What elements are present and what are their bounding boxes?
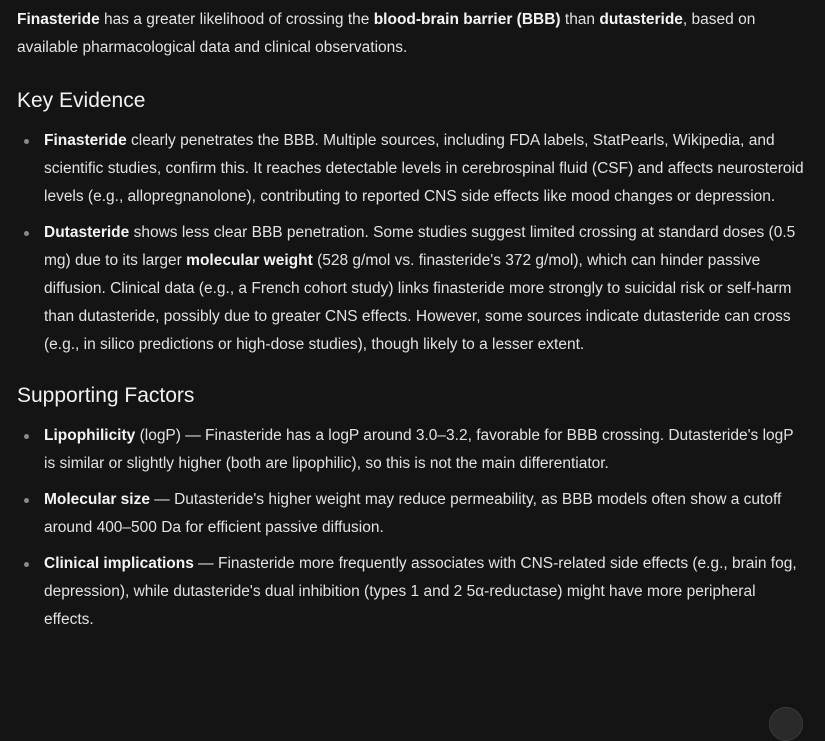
item-bold-label: Molecular size: [44, 491, 150, 508]
item-text: (528 g/mol vs. finasteride's 372 g/mol), which can hinder passive diffusion. Clinical data (e.g., a French cohort study) links finasteride more strongly to suicidal risk or self-harm than dutasteride, possibly due to greater CNS effects. However, some sources indicate dutasteride can cross (e.g., in silico predictions or high-dose studies), though likely to a lesser extent.: [44, 252, 792, 353]
list-item: [17, 127, 807, 211]
intro-bold-finasteride: Finasteride: [17, 11, 100, 28]
key-evidence-list: [17, 127, 807, 359]
supporting-factors-heading: Supporting Factors: [17, 384, 195, 407]
bullet-icon: [24, 231, 29, 236]
intro-paragraph: [17, 6, 807, 62]
item-bold-term: molecular weight: [186, 252, 313, 269]
item-text: — Finasteride more frequently associates with CNS-related side effects (e.g., brain fog, depression), while dutasteride's dual inhibition (types 1 and 2 5α-reductase) might have more peripheral effects.: [44, 555, 797, 628]
item-text: clearly penetrates the BBB. Multiple sources, including FDA labels, StatPearls, Wikipedia, and scientific studies, confirm this. It reaches detectable levels in cerebrospinal fluid (CSF) and affects neurosteroid levels (e.g., allopregnanolone), contributing to reported CNS side effects like mood changes or depression.: [44, 132, 804, 205]
item-text: — Dutasteride's higher weight may reduce permeability, as BBB models often show a cutoff around 400–500 Da for efficient passive diffusion.: [44, 491, 782, 536]
scroll-to-bottom-button[interactable]: [769, 707, 803, 741]
item-text: shows less clear BBB penetration. Some studies suggest limited crossing at standard doses (0.5 mg) due to its larger: [44, 224, 796, 269]
intro-bold-bbb: blood-brain barrier (BBB): [373, 11, 561, 28]
intro-bold-dutasteride: dutasteride: [599, 11, 683, 28]
list-item: [17, 550, 807, 634]
list-item: [17, 422, 807, 478]
key-evidence-heading: Key Evidence: [17, 89, 146, 112]
item-bold-label: Lipophilicity: [44, 427, 136, 444]
item-text: (logP) — Finasteride has a logP around 3.0–3.2, favorable for BBB crossing. Dutasteride's logP is similar or slightly higher (both are lipophilic), so this is not the main differentiator.: [44, 427, 794, 472]
supporting-factors-list: [17, 422, 807, 634]
intro-text-1: has a greater likelihood of crossing the: [99, 11, 374, 28]
item-bold-label: Clinical implications: [44, 555, 194, 572]
bullet-icon: [24, 139, 29, 144]
list-item: [17, 219, 807, 359]
bullet-icon: [24, 434, 29, 439]
intro-text-2: than: [560, 11, 600, 28]
list-item: [17, 486, 807, 542]
bullet-icon: [24, 498, 29, 503]
response-content: [17, 6, 807, 642]
item-bold-label: Finasteride: [44, 132, 127, 149]
item-bold-label: Dutasteride: [44, 224, 130, 241]
intro-text-3: , based on available pharmacological data and clinical observations.: [17, 11, 756, 56]
bullet-icon: [24, 562, 29, 567]
